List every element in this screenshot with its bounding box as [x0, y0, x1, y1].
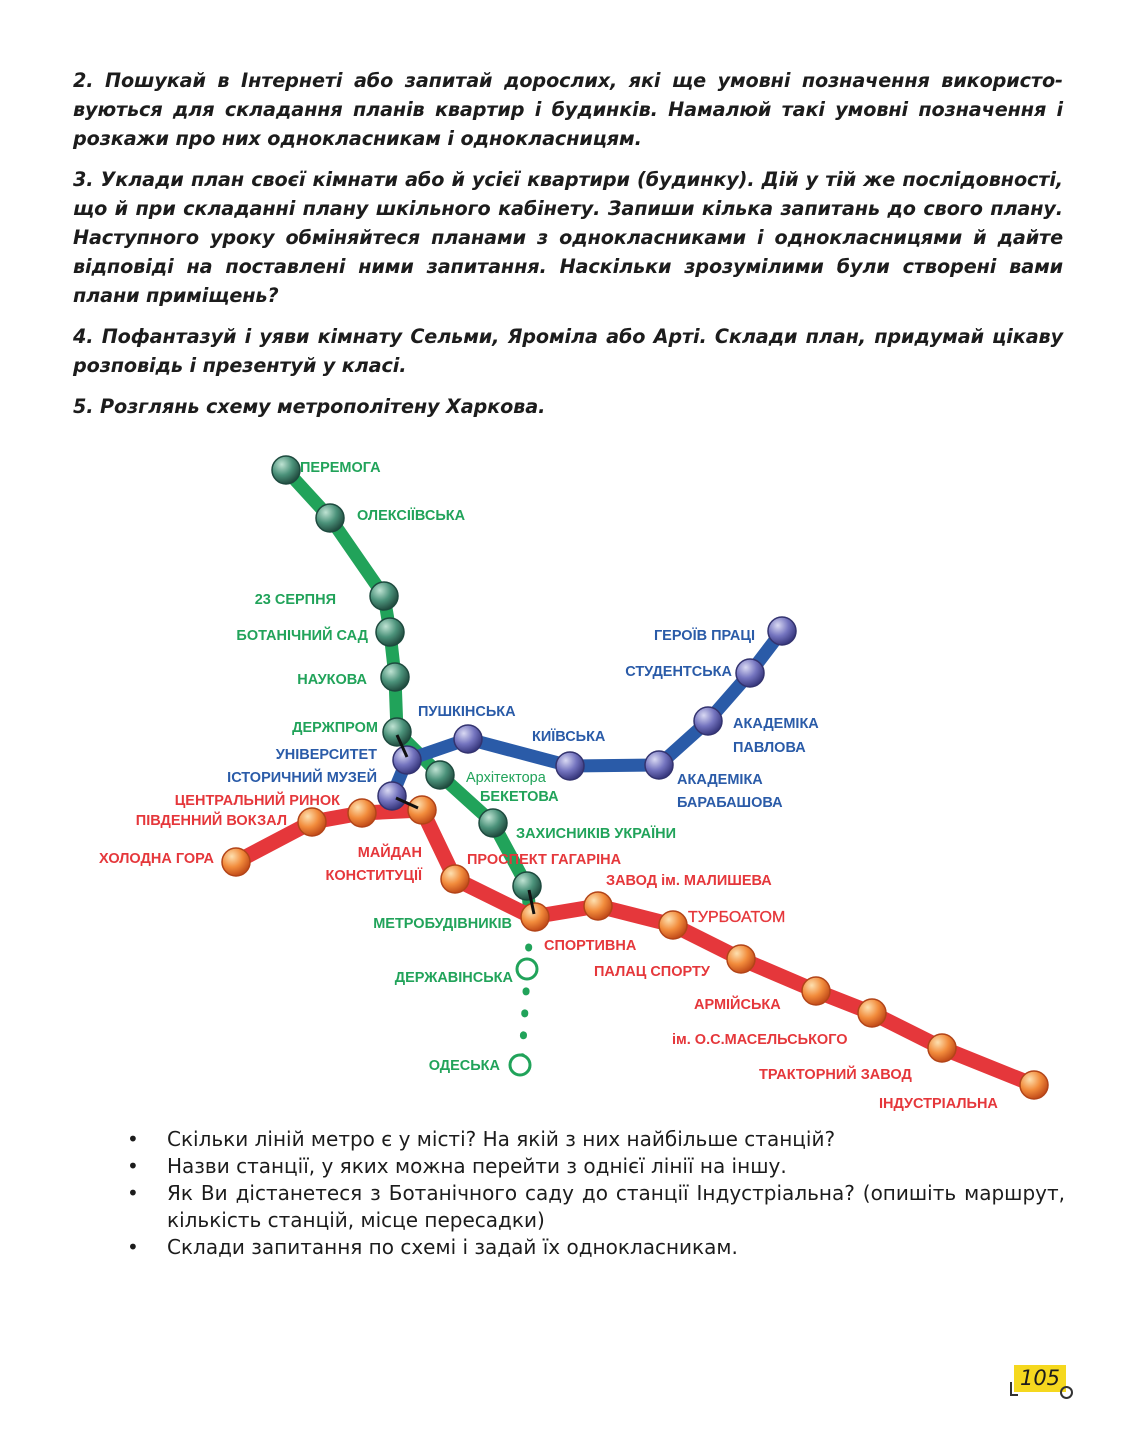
label-sportyvna: СПОРТИВНА [544, 938, 637, 954]
question-list [125, 1126, 1065, 1261]
label-istorychnyi-muzei: ІСТОРИЧНИЙ МУЗЕЙ [227, 770, 377, 786]
station-heroiv-pratsi[interactable] [768, 617, 796, 645]
station-turboatom[interactable] [659, 911, 687, 939]
task-list [73, 66, 1063, 433]
label-23-serpnia: 23 СЕРПНЯ [254, 592, 336, 608]
label-armiiska: АРМІЙСЬКА [694, 997, 781, 1013]
label-peremoha: ПЕРЕМОГА [300, 460, 381, 476]
station-prospekt-haharina[interactable] [441, 865, 469, 893]
task-5: 5. Розглянь схему метрополітену Харкова. [73, 395, 546, 418]
station-23-serpnia[interactable] [370, 582, 398, 610]
page-ring-mark [1060, 1386, 1073, 1399]
label-pivdennyi-vokzal: ПІВДЕННИЙ ВОКЗАЛ [135, 813, 287, 829]
label-derzhavinska: ДЕРЖАВІНСЬКА [394, 970, 513, 986]
label-naukova: НАУКОВА [297, 672, 367, 688]
page-corner-mark [1010, 1382, 1018, 1396]
question-item: • Склади запитання по схемі і задай їх однокласникам. [127, 1235, 738, 1259]
label-metrobudivnykiv: МЕТРОБУДІВНИКІВ [373, 916, 512, 932]
station-kyivska[interactable] [556, 752, 584, 780]
label-industrialna: ІНДУСТРІАЛЬНА [879, 1096, 998, 1112]
station-tsentralnyi-rynok[interactable] [348, 799, 376, 827]
station-akademika-pavlova[interactable] [694, 707, 722, 735]
label-derzhprom: ДЕРЖПРОМ [292, 720, 378, 736]
task-4: 4. Пофантазуй і уяви кімнату Сельми, Яроміла або Арті. Склади план, придумай цікаву розповідь і презентуй у класі. [73, 325, 1063, 377]
station-maselskoho[interactable] [858, 999, 886, 1027]
green-line-extension [522, 925, 530, 1060]
label-pavlova: ПАВЛОВА [733, 740, 806, 756]
station-istorychnyi-muzei[interactable] [378, 782, 406, 810]
label-oleksiivska: ОЛЕКСІЇВСЬКА [357, 508, 466, 524]
station-industrialna[interactable] [1020, 1071, 1048, 1099]
station-zakhysnykiv-ukrainy[interactable] [479, 809, 507, 837]
task-2: 2. Пошукай в Інтернеті або запитай дорослих, які ще умовні позначення використовуються для складання планів квартир і будинків. Намалюй такі умовні позначення і розкажи про них однокласникам і однокласницям. [73, 69, 1063, 150]
bullet: • [127, 1154, 139, 1178]
label-odeska: ОДЕСЬКА [428, 1058, 500, 1074]
label-heroiv-pratsi: ГЕРОЇВ ПРАЦІ [653, 628, 755, 644]
station-sportyvna[interactable] [521, 903, 549, 931]
label-maidan: МАЙДАН [357, 845, 422, 861]
station-naukova[interactable] [381, 663, 409, 691]
question-item: • Назви станції, у яких можна перейти з однієї лінії на іншу. [127, 1154, 787, 1178]
station-metrobudivnykiv[interactable] [513, 872, 541, 900]
label-prospekt-haharina: ПРОСПЕКТ ГАГАРІНА [467, 852, 622, 868]
kharkiv-metro-map [0, 440, 1133, 1120]
station-zavod-malysheva[interactable] [584, 892, 612, 920]
label-botanichnyi-sad: БОТАНІЧНИЙ САД [236, 628, 368, 644]
station-studentska[interactable] [736, 659, 764, 687]
station-oleksiivska[interactable] [316, 504, 344, 532]
label-traktornyi-zavod: ТРАКТОРНИЙ ЗАВОД [759, 1067, 912, 1083]
station-maidan-konstytutsii[interactable] [408, 796, 436, 824]
label-beketova: БЕКЕТОВА [480, 789, 559, 805]
station-derzhavinska[interactable] [517, 959, 537, 979]
station-akademika-barabashova[interactable] [645, 751, 673, 779]
label-akademika-1: АКАДЕМІКА [733, 716, 819, 732]
label-pushkinska: ПУШКІНСЬКА [418, 704, 516, 720]
station-universytet[interactable] [393, 746, 421, 774]
label-maselskoho: ім. О.С.МАСЕЛЬСЬКОГО [672, 1032, 848, 1048]
label-akademika-2: АКАДЕМІКА [677, 772, 763, 788]
station-botanichnyi-sad[interactable] [376, 618, 404, 646]
label-tsentralnyi-rynok: ЦЕНТРАЛЬНИЙ РИНОК [174, 793, 340, 809]
bullet: • [127, 1127, 139, 1151]
label-barabashova: БАРАБАШОВА [677, 795, 783, 811]
station-derzhprom[interactable] [383, 718, 411, 746]
question-item: • Як Ви дістанетеся з Ботанічного саду до станції Індустріальна? (опишіть маршрут, кількість станцій, місце пересадки) [127, 1181, 1065, 1232]
label-zakhysnykiv-ukrainy: ЗАХИСНИКІВ УКРАЇНИ [516, 826, 677, 842]
label-turboatom: ТУРБОАТОМ [688, 909, 786, 926]
label-konstytutsii: КОНСТИТУЦІЇ [325, 868, 422, 884]
question-item: • Скільки ліній метро є у місті? На якій з них найбільше станцій? [127, 1127, 836, 1151]
label-kholodna-hora: ХОЛОДНА ГОРА [99, 851, 214, 867]
station-palats-sportu[interactable] [727, 945, 755, 973]
station-odeska[interactable] [510, 1055, 530, 1075]
task-3: 3. Уклади план своєї кімнати або й усієї квартири (будинку). Дій у тій же послідовності, що й при складанні плану шкільного кабінету. Запиши кілька запитань до свого плану. Наступного уроку обміняйтеся планами з однокласниками і однокласницями й дайте відповіді на поставлені ними запитання. Наскільки зрозумілими були створені вами плани приміщень? [73, 168, 1063, 307]
station-arkhitektora-beketova[interactable] [426, 761, 454, 789]
bullet: • [127, 1235, 139, 1259]
label-kyivska: КИЇВСЬКА [532, 729, 606, 745]
label-zavod-malysheva: ЗАВОД ім. МАЛИШЕВА [606, 873, 772, 889]
station-peremoha[interactable] [272, 456, 300, 484]
station-pivdennyi-vokzal[interactable] [298, 808, 326, 836]
page-number: 105 [1019, 1366, 1061, 1390]
label-arkhitektora: Архітектора [466, 770, 546, 786]
label-universytet: УНІВЕРСИТЕТ [275, 747, 377, 763]
station-kholodna-hora[interactable] [222, 848, 250, 876]
bullet: • [127, 1181, 139, 1205]
station-armiiska[interactable] [802, 977, 830, 1005]
station-traktornyi-zavod[interactable] [928, 1034, 956, 1062]
label-palats-sportu: ПАЛАЦ СПОРТУ [594, 964, 710, 980]
station-pushkinska[interactable] [454, 725, 482, 753]
label-studentska: СТУДЕНТСЬКА [625, 664, 732, 680]
